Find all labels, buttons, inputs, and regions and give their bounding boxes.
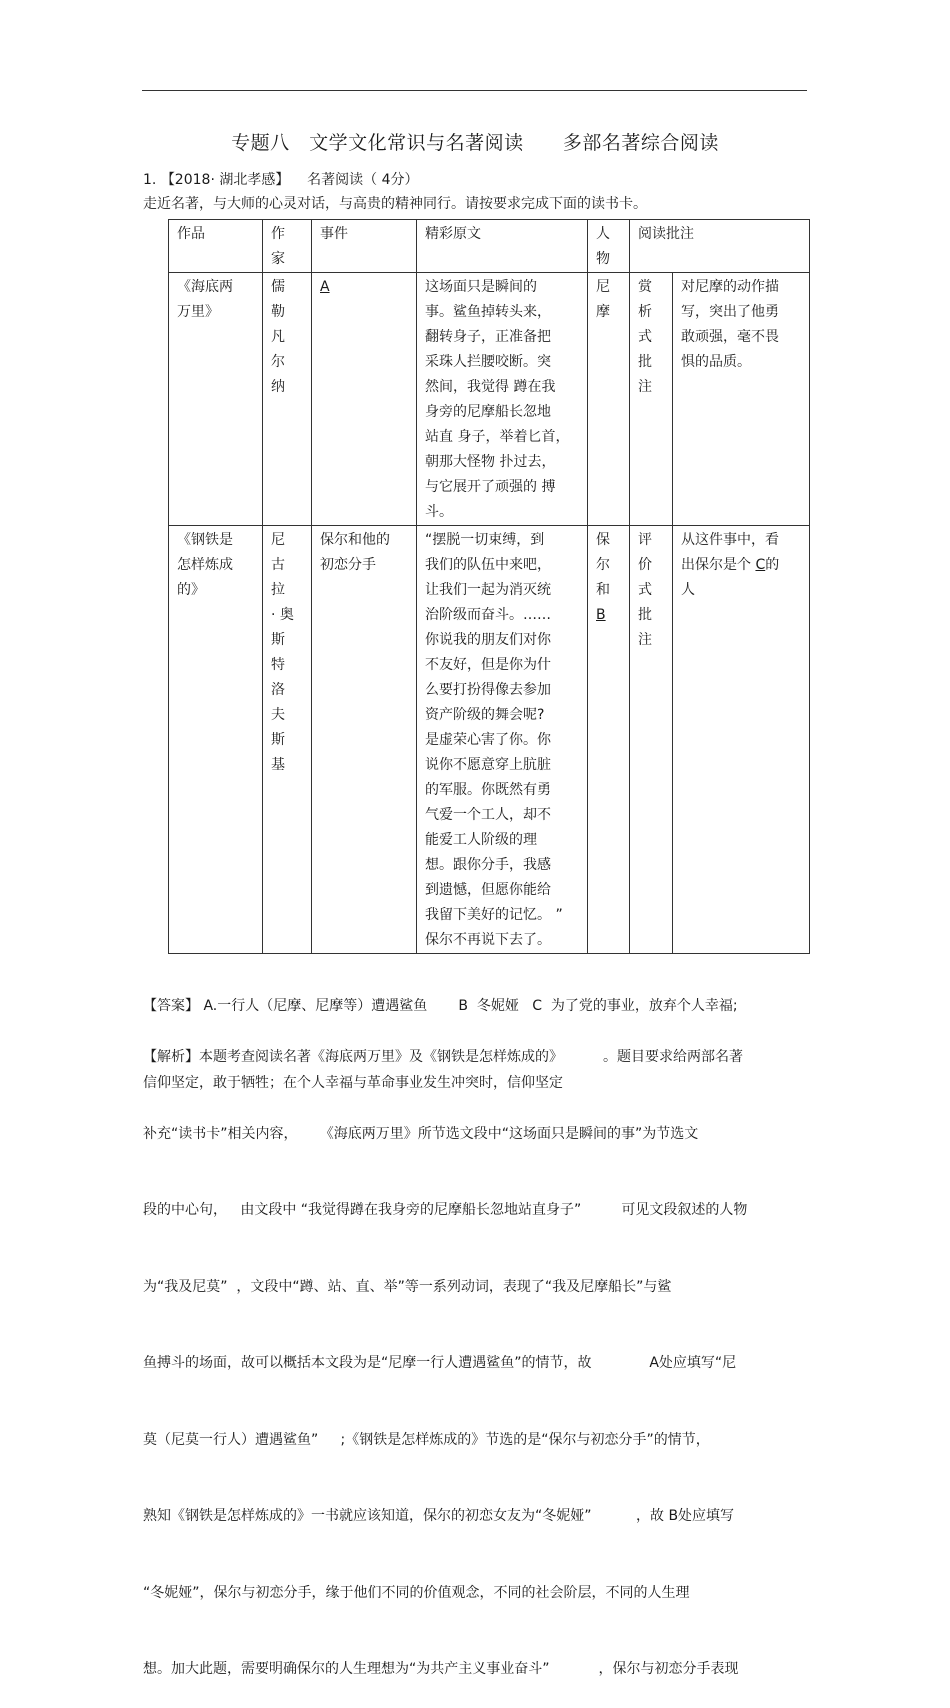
header-character: 人 物 xyxy=(588,220,630,273)
header-note: 阅读批注 xyxy=(630,220,810,273)
analysis-line: 补充“读书卡”相关内容， 《海底两万里》所节选文段中“这场面只是瞬间的事”为节选文 xyxy=(143,1125,699,1142)
question-header xyxy=(143,170,419,190)
table-row xyxy=(169,526,810,954)
question-source: 【2018· 湖北孝感】 xyxy=(160,172,290,188)
cell-author: 儒 勒 凡 尔 纳 xyxy=(263,273,312,526)
cell-note-type: 评 价 式 批 注 xyxy=(630,526,673,954)
cell-character: 保 尔 和 B xyxy=(588,526,630,954)
header-rule xyxy=(142,90,807,91)
question-intro: 走近名著，与大师的心灵对话，与高贵的精神同行。请按要求完成下面的读书卡。 xyxy=(143,196,647,212)
cell-note-text: 对尼摩的动作描 写，突出了他勇 敢顽强，毫不畏 惧的品质。 xyxy=(673,273,810,526)
header-author: 作 家 xyxy=(263,220,312,273)
cell-excerpt: “摆脱一切束缚，到 我们的队伍中来吧， 让我们一起为消灭统 治阶级而奋斗。…… 你说我的朋友们对你 不友好，但是你为什 么要打扮得像去参加 资产阶级的舞会呢? 是虚荣心害了你。你 说你不愿意穿上肮脏 的军服。你既然有勇 气爱一个工人，却不 能爱工人阶级的理 想。跟你分手，我感 到遗憾，但愿你能给 我留下美好的记忆。 ” 保尔不再说下去了。 xyxy=(417,526,588,954)
analysis-line: “冬妮娅”，保尔与初恋分手，缘于他们不同的价值观念，不同的社会阶层，不同的人生理 xyxy=(143,1584,690,1601)
analysis-line: 熟知《钢铁是怎样炼成的》一书就应该知道，保尔的初恋女友为“冬妮娅” ，故 B处应填写 xyxy=(143,1508,735,1524)
cell-note-text: 从这件事中，看 出保尔是个 C的 人 xyxy=(673,526,810,954)
table-row xyxy=(169,273,810,526)
cell-note-type: 赏 析 式 批 注 xyxy=(630,273,673,526)
header-event: 事件 xyxy=(312,220,417,273)
answer-line: 信仰坚定，敢于牺牲；在个人幸福与革命事业发生冲突时，信仰坚定 xyxy=(143,1074,563,1091)
reading-card-table xyxy=(168,219,810,954)
cell-work: 《钢铁是 怎样炼成 的》 xyxy=(169,526,263,954)
cell-author: 尼 古 拉 · 奥 斯 特 洛 夫 斯 基 xyxy=(263,526,312,954)
question-number: 1. xyxy=(143,172,157,188)
header-work: 作品 xyxy=(169,220,263,273)
header-excerpt: 精彩原文 xyxy=(417,220,588,273)
analysis-line: 段的中心句， 由文段中 “我觉得蹲在我身旁的尼摩船长忽地站直身子” 可见文段叙述的人物 xyxy=(143,1202,748,1218)
blank-a: A xyxy=(320,279,330,295)
blank-c: C xyxy=(755,557,766,573)
cell-work: 《海底两 万里》 xyxy=(169,273,263,526)
page-title: 专题八 文学文化常识与名著阅读 多部名著综合阅读 xyxy=(231,132,719,154)
analysis-line: 为“我及尼莫” ，文段中“蹲、站、直、举”等一系列动词，表现了“我及尼摩船长”与鲨 xyxy=(143,1278,672,1295)
answer-line: 【答案】 A.一行人（尼摩、尼摩等）遭遇鲨鱼 B 冬妮娅 C 为了党的事业，放弃个人幸福; xyxy=(143,998,738,1014)
blank-b: B xyxy=(596,607,606,623)
question-type: 名著阅读（ 4分） xyxy=(307,172,419,188)
analysis-section xyxy=(143,994,747,1708)
analysis-line: 【解析】本题考查阅读名著《海底两万里》及《钢铁是怎样炼成的》 。题目要求给两部名著 xyxy=(143,1049,744,1065)
table-header-row xyxy=(169,220,810,273)
analysis-line: 鱼搏斗的场面，故可以概括本文段为是“尼摩一行人遭遇鲨鱼”的情节，故 A处应填写“尼 xyxy=(143,1355,737,1371)
analysis-line: 想。加大此题，需要明确保尔的人生理想为“为共产主义事业奋斗” ，保尔与初恋分手表现 xyxy=(143,1661,739,1677)
cell-excerpt: 这场面只是瞬间的 事。鲨鱼掉转头来， 翻转身子，正准备把 采珠人拦腰咬断。突 然间，我觉得 蹲在我 身旁的尼摩船长忽地 站直 身子，举着匕首， 朝那大怪物 扑过去， 与它展开了顽强的 搏 斗。 xyxy=(417,273,588,526)
cell-event xyxy=(312,273,417,526)
cell-event: 保尔和他的 初恋分手 xyxy=(312,526,417,954)
cell-character: 尼 摩 xyxy=(588,273,630,526)
analysis-line: 莫（尼莫一行人）遭遇鲨鱼” ;《钢铁是怎样炼成的》节选的是“保尔与初恋分手”的情节， xyxy=(143,1431,710,1448)
